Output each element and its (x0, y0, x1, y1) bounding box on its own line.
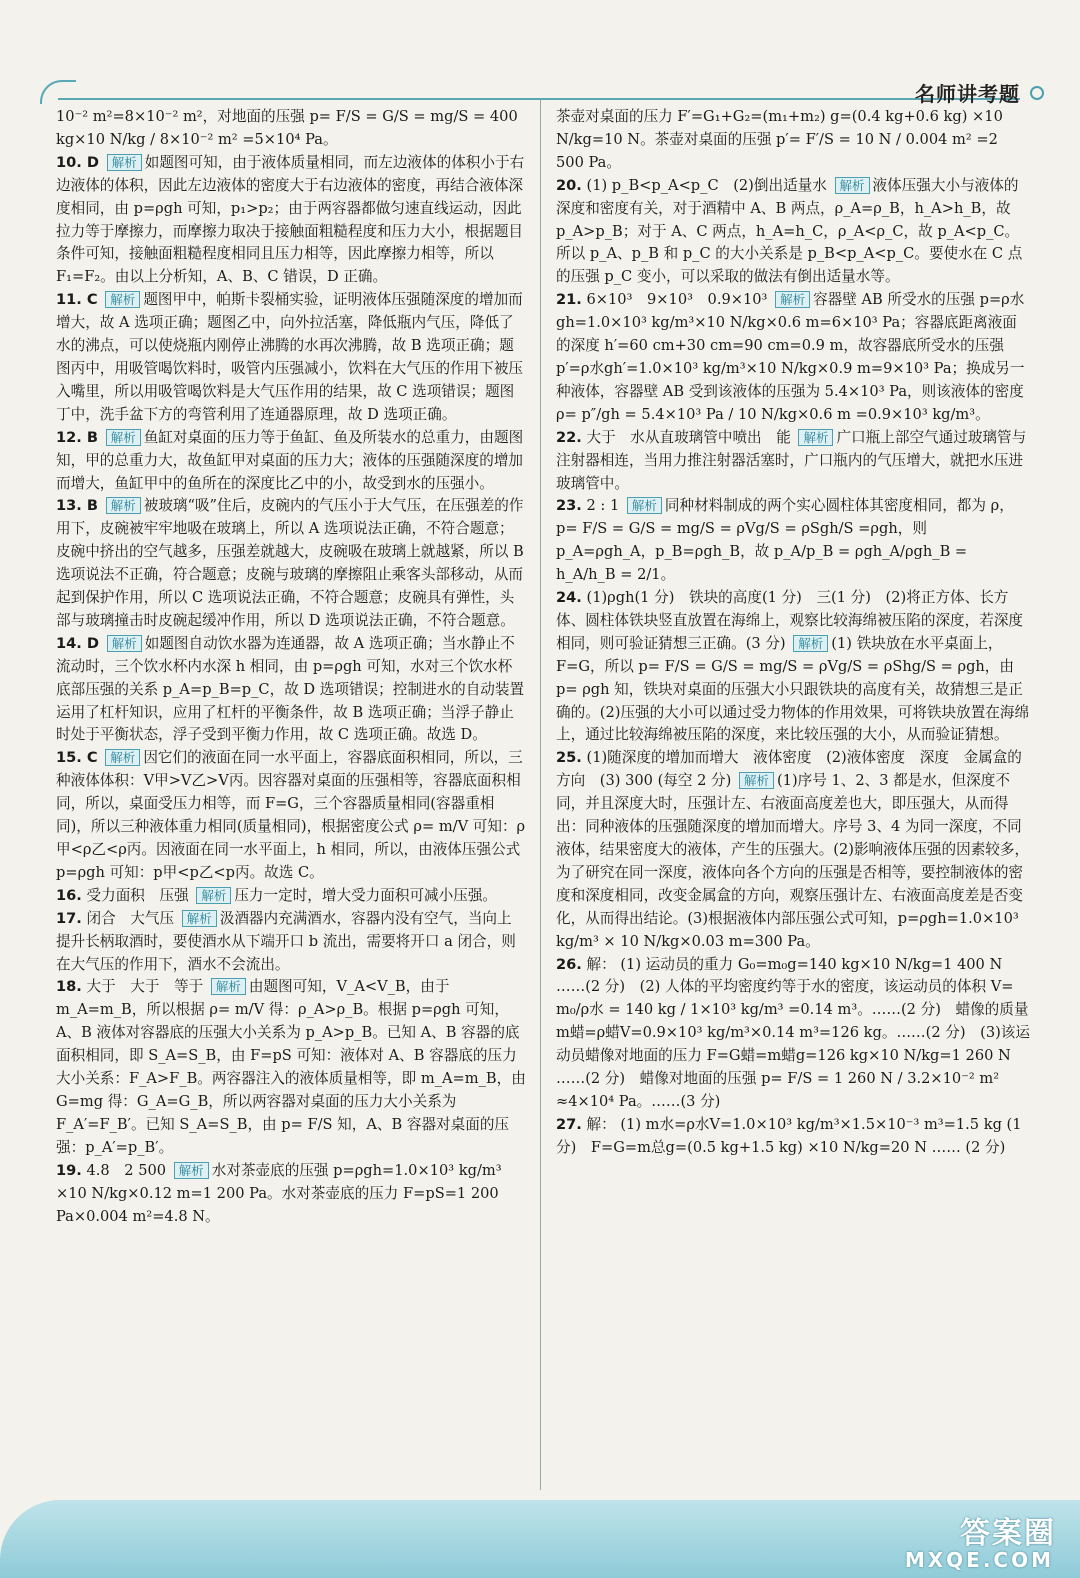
header-rule (58, 98, 1020, 100)
answer-text: 2 : 1 (586, 497, 620, 515)
explanation-text: 被玻璃“吸”住后，皮碗内的气压小于大气压，在压强差的作用下，皮碗被牢牢地吸在玻璃上，所以 A 选项说法正确，不符合题意；皮碗中挤出的空气越多，压强差就越大，皮碗吸在玻璃上就越紧，所以 B 选项说法不正确，符合题意；皮碗与玻璃的摩擦阻止乘客头部移动，从而起到保护作用，所以 C 选项说法正确，不符合题意；皮碗具有弹性，头部与玻璃撞击时皮碗起缓冲作用，所以 D 选项说法正确，不符合题意。 (56, 497, 524, 629)
answer-column-left (56, 106, 526, 1496)
answer-text: 大于 水从直玻璃管中喷出 能 (586, 428, 791, 446)
answer-item (556, 954, 1030, 1114)
circle-icon (1030, 86, 1044, 100)
answer-item (556, 495, 1030, 587)
question-number: 11. C (56, 291, 98, 309)
page-header (0, 0, 1080, 110)
question-number: 24. (556, 589, 582, 607)
question-number: 19. (56, 1161, 82, 1179)
answer-text: 4.8 2 500 (86, 1161, 167, 1179)
question-number: 10. D (56, 153, 100, 171)
page-title: 名师讲考题 (915, 82, 1020, 106)
answer-item (56, 885, 526, 908)
explanation-text: 如题图自动饮水器为连通器，故 A 选项正确；当水静止不流动时，三个饮水杯内水深 h 相同，由 p=ρgh 可知，水对三个饮水杯底部压强的关系 p_A=p_B=p_C，故 D 选项错误；控制进水的自动装置运用了杠杆知识，应用了杠杆的平衡条件，故 B 选项正确；当浮子静止时处于平衡状态，浮子受到平衡力作用，故 C 选项正确。故选 D。 (56, 634, 525, 744)
answer-item (56, 495, 526, 632)
question-number: 20. (556, 176, 582, 194)
question-number: 17. (56, 909, 82, 927)
analysis-tag: 解析 (105, 291, 140, 308)
answer-text: (1)ρgh(1 分) 铁块的高度(1 分) 三(1 分) (2)将正方体、长方体、圆柱体铁块竖直放置在海绵上，观察比较海绵被压陷的深度，若深度相同，则可验证猜想三正确。(3 分) (556, 589, 1024, 652)
explanation-text: 压力一定时，增大受力面积可减小压强。 (234, 886, 498, 904)
explanation-text: (1) m水=ρ水V=1.0×10³ kg/m³×1.5×10⁻³ m³=1.5 kg (1 分) F=G=m总g=(0.5 kg+1.5 kg) ×10 N/kg=20 N …… (2 分) (556, 1115, 1022, 1156)
analysis-tag: 解析 (107, 154, 142, 171)
watermark-logo: 答案圈 (960, 1516, 1056, 1551)
answer-item (556, 289, 1030, 426)
answer-text: 大于 大于 等于 (86, 978, 204, 996)
answer-text: (1)随深度的增加而增大 液体密度 (2)液体密度 深度 金属盒的方向 (3) 300 (每空 2 分) (556, 749, 1022, 790)
answer-text: 6×10³ 9×10³ 0.9×10³ (586, 291, 768, 309)
header-curve-decoration (40, 80, 76, 104)
question-number: 22. (556, 428, 582, 446)
answer-item (56, 747, 526, 884)
explanation-text: 茶壶对桌面的压力 F′=G₁+G₂=(m₁+m₂) g=(0.4 kg+0.6 kg) ×10 N/kg=10 N。茶壶对桌面的压强 p′= F′/S = 10 N / 0.004 m² =2 500 Pa。 (556, 108, 1003, 171)
question-number: 21. (556, 291, 582, 309)
explanation-text: 如题图可知，由于液体质量相同，而左边液体的体积小于右边液体的体积，因此左边液体的密度大于右边液体的密度，再结合液体深度相同，由 p=ρgh 可知，p₁>p₂；由于两容器都做匀速直线运动，因此拉力等于摩擦力，而摩擦力取决于接触面粗糙程度和压力大小，根据题目条件可知，接触面粗糙程度相同且压力相等，因此摩擦力相等，所以 F₁=F₂。由以上分析知，A、B、C 错误，D 正确。 (56, 153, 525, 286)
analysis-tag: 解析 (211, 978, 246, 995)
answer-text: 闭合 大气压 (86, 909, 175, 927)
explanation-text: 鱼缸对桌面的压力等于鱼缸、鱼及所装水的总重力，由题图知，甲的总重力大，故鱼缸甲对桌面的压力大；液体的压强随深度的增加而增大，鱼缸甲中的鱼所在的深度比乙中的小，故受到水的压强小。 (56, 428, 524, 492)
analysis-tag: 解析 (627, 497, 662, 514)
question-number: 15. C (56, 749, 98, 767)
answer-item (556, 1114, 1030, 1160)
question-number: 23. (556, 497, 582, 515)
answer-text: 受力面积 压强 (86, 886, 189, 904)
answer-item (56, 633, 526, 748)
answer-item (56, 427, 526, 496)
question-number: 14. D (56, 634, 100, 652)
analysis-tag: 解析 (106, 497, 141, 514)
analysis-tag: 解析 (196, 887, 231, 904)
explanation-text: 同种材料制成的两个实心圆柱体其密度相同，都为 ρ，p= F/S = G/S = mg/S = ρVg/S = ρSgh/S =ρgh，则 p_A=ρgh_A，p_B=ρgh_B，故 p_A/p_B = ρgh_A/ρgh_B = h_A/h_B = 2/1。 (556, 497, 1014, 584)
answer-item (556, 106, 1030, 175)
analysis-tag: 解析 (793, 635, 828, 652)
explanation-text: 题图甲中，帕斯卡裂桶实验，证明液体压强随深度的增加而增大，故 A 选项正确；题图乙中，向外拉活塞，降低瓶内气压，降低了水的沸点，可以使烧瓶内刚停止沸腾的水再次沸腾，故 B 选项正确；题图丙中，用吸管喝饮料时，吸管内压强减小，饮料在大气压的作用下被压入嘴里，所以用吸管喝饮料是大气压作用的结果，故 C 选项错误；题图丁中，洗手盆下方的弯管利用了连通器原理，故 D 选项正确。 (56, 291, 524, 423)
analysis-tag: 解析 (174, 1162, 209, 1179)
analysis-tag: 解析 (835, 177, 870, 194)
answer-item (56, 908, 526, 977)
answer-text: (1) p_B<p_A<p_C (2)倒出适量水 (586, 176, 827, 194)
explanation-text: (1) 运动员的重力 G₀=m₀g=140 kg×10 N/kg=1 400 N ……(2 分) (2) 人体的平均密度约等于水的密度，该运动员的体积 V= m₀/ρ水 = 140 kg / 1×10³ kg/m³ =0.14 m³。……(2 分) 蜡像的质量 m蜡=ρ蜡V=0.9×10³ kg/m³×0.14 m³=126 kg。……(2 分) (3)该运动员蜡像对地面的压力 F=G蜡=m蜡g=126 kg×10 N/kg=1 260 N ……(2 分) 蜡像对地面的压强 p= F/S = 1 260 N / 3.2×10⁻² m² ≈4×10⁴ Pa。……(3 分) (556, 955, 1030, 1110)
explanation-text: (1)序号 1、2、3 都是水，但深度不同，并且深度大时，压强计左、右液面高度差也大，即压强大，从而得出：同种液体的压强随深度的增加而增大。序号 3、4 为同一深度，不同液体，结果密度大的液体，产生的压强大。(2)影响液体压强的因素较多，为了研究在同一深度，液体向各个方向的压强是否相等，要控制液体的密度和深度相同，改变金属盒的方向，观察压强计左、右液面高度差是否变化，从而得出结论。(3)根据液体内部压强公式可知，p=ρgh=1.0×10³ kg/m³ × 10 N/kg×0.03 m=300 Pa。 (556, 772, 1030, 950)
column-divider (540, 100, 541, 1490)
question-number: 13. B (56, 497, 99, 515)
explanation-text: 液体压强大小与液体的深度和密度有关，对于酒精中 A、B 两点，ρ_A=ρ_B，h_A>h_B，故 p_A>p_B；对于 A、C 两点，h_A=h_C，ρ_A<ρ_C，故 p_A<p_C。所以 p_A、p_B 和 p_C 的大小关系是 p_B<p_A<p_C。要使水在 C 点的压强 p_C 变小，可以采取的做法有倒出适量水等。 (556, 176, 1023, 286)
answer-item (56, 1160, 526, 1229)
analysis-tag: 解析 (775, 291, 810, 308)
answer-item (556, 587, 1030, 747)
answer-item (56, 976, 526, 1159)
answer-text: 解： (586, 955, 616, 973)
answer-item (56, 106, 526, 152)
answer-column-right (556, 106, 1030, 1496)
analysis-tag: 解析 (739, 772, 774, 789)
analysis-tag: 解析 (106, 429, 141, 446)
answer-item (556, 427, 1030, 496)
explanation-text: 10⁻² m²=8×10⁻² m²，对地面的压强 p= F/S = G/S = mg/S = 400 kg×10 N/kg / 8×10⁻² m² =5×10⁴ Pa。 (56, 108, 518, 148)
watermark-url: MXQE.COM (904, 1548, 1054, 1572)
explanation-text: 因它们的液面在同一水平面上，容器底面积相同，所以，三种液体体积：V甲>V乙>V丙。因容器对桌面的压强相等，容器底面积相同，所以，桌面受压力相等，而 F=G，三个容器质量相同(容器重相同)，所以三种液体重力相同(质量相同)，根据密度公式 ρ= m/V 可知：ρ甲<ρ乙<ρ丙。因液面在同一水平面上，h 相同，所以，由液体压强公式 p=ρgh 可知：p甲<p乙<p丙。故选 C。 (56, 749, 526, 881)
question-number: 18. (56, 978, 82, 996)
question-number: 26. (556, 955, 582, 973)
answer-text: 解： (586, 1115, 616, 1133)
explanation-text: (1) 铁块放在水平桌面上，F=G，所以 p= F/S = G/S = mg/S = ρVg/S = ρShg/S = ρgh，由 p= ρgh 知，铁块对桌面的压强大小只跟铁块的高度有关，故猜想三是正确的。(2)压强的大小可以通过受力物体的作用效果，可将铁块放置在海绵上，通过比较海绵被压陷的深度，来比较压强的大小，从而验证猜想。 (556, 634, 1030, 744)
answer-item (56, 152, 526, 289)
explanation-text: 容器壁 AB 所受水的压强 p=ρ水gh=1.0×10³ kg/m³×10 N/kg×0.6 m=6×10³ Pa；容器底距离液面的深度 h′=60 cm+30 cm=90 cm=0.9 m，故容器底所受水的压强 p′=ρ水gh′=1.0×10³ kg/m³×10 N/kg×0.9 m=9×10³ Pa；换成另一种液体，容器壁 AB 受到该液体的压强为 5.4×10³ Pa，则该液体的密度 ρ= p″/gh = 5.4×10³ Pa / 10 N/kg×0.6 m =0.9×10³ kg/m³。 (556, 291, 1025, 423)
answer-item (56, 289, 526, 426)
analysis-tag: 解析 (182, 910, 217, 927)
analysis-tag: 解析 (107, 635, 142, 652)
analysis-tag: 解析 (105, 749, 140, 766)
explanation-text: 汲酒器内充满酒水，容器内没有空气，当向上提升长柄取酒时，要使酒水从下端开口 b 流出，需要将开口 a 闭合，则在大气压的作用下，酒水不会流出。 (56, 909, 516, 973)
answer-item (556, 747, 1030, 953)
question-number: 25. (556, 749, 582, 767)
explanation-text: 由题图可知，V_A<V_B，由于 m_A=m_B，所以根据 ρ= m/V 得：ρ_A>ρ_B。根据 p=ρgh 可知，A、B 液体对容器底的压强大小关系为 p_A>p_B。已知 A、B 容器的底面积相同，即 S_A=S_B，由 F=pS 可知：液体对 A、B 容器底的压力大小关系：F_A>F_B。两容器注入的液体质量相等，即 m_A=m_B，由 G=mg 得：G_A=G_B，所以两容器对桌面的压力大小关系为 F_A′=F_B′。已知 S_A=S_B，由 p= F/S 知，A、B 容器对桌面的压强：p_A′=p_B′。 (56, 978, 526, 1156)
question-number: 12. B (56, 428, 99, 446)
explanation-text: 广口瓶上部空气通过玻璃管与注射器相连，当用力推注射器活塞时，广口瓶内的气压增大，就把水压进玻璃管中。 (556, 428, 1027, 492)
question-number: 27. (556, 1115, 582, 1133)
question-number: 16. (56, 886, 82, 904)
analysis-tag: 解析 (798, 429, 833, 446)
explanation-text: 水对茶壶底的压强 p=ρgh=1.0×10³ kg/m³ ×10 N/kg×0.12 m=1 200 Pa。水对茶壶底的压力 F=pS=1 200 Pa×0.004 m²=4.8 N。 (56, 1161, 502, 1225)
answer-item (556, 175, 1030, 290)
